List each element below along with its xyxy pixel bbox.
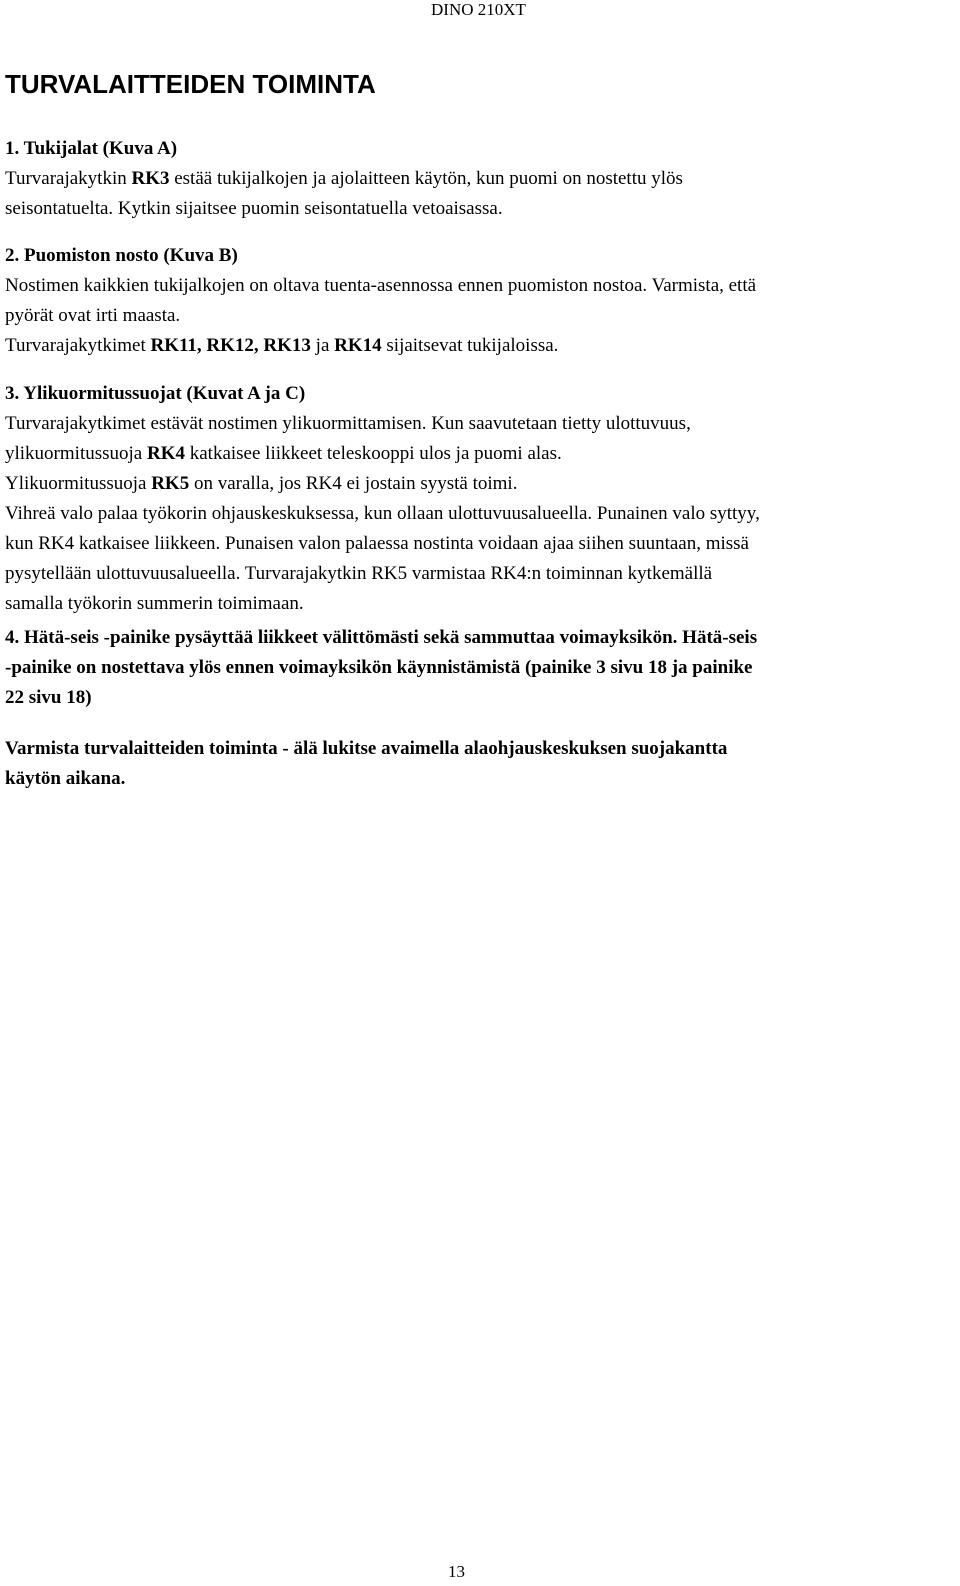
paragraph-line: pyörät ovat irti maasta. (5, 305, 181, 326)
paragraph-line: pysytellään ulottuvuusalueella. Turvarajakytkin RK5 varmistaa RK4:n toiminnan kytkemällä (5, 563, 713, 584)
switch-code: RK11, RK12, RK13 (150, 335, 311, 356)
text-run: ylikuormitussuoja (5, 443, 147, 464)
paragraph-line: seisontatuelta. Kytkin sijaitsee puomin seisontatuella vetoaisassa. (5, 198, 503, 219)
section-emergency-stop (5, 623, 945, 713)
text-run: sijaitsevat tukijaloissa. (381, 335, 559, 356)
paragraph-line (5, 331, 945, 361)
section-heading: 1. Tukijalat (Kuva A) (5, 138, 178, 159)
paragraph-line: käytön aikana. (5, 768, 126, 789)
paragraph-line (5, 164, 945, 194)
paragraph-line: kun RK4 katkaisee liikkeen. Punaisen valon palaessa nostinta voidaan ajaa siihen suuntaan, missä (5, 533, 749, 554)
section-overload-protection (5, 379, 945, 619)
section-boom-lift (5, 241, 945, 361)
text-run: Turvarajakytkin (5, 168, 132, 189)
paragraph-line (5, 439, 945, 469)
paragraph-line: -painike on nostettava ylös ennen voimayksikön käynnistämistä (painike 3 sivu 18 ja painike (5, 657, 753, 678)
paragraph-line: samalla työkorin summerin toimimaan. (5, 593, 304, 614)
paragraph-line: Turvarajakytkimet estävät nostimen ylikuormittamisen. Kun saavutetaan tietty ulottuvuus, (5, 413, 691, 434)
section-support-legs (5, 134, 945, 224)
paragraph-line: 22 sivu 18) (5, 687, 92, 708)
section-heading: 3. Ylikuormitussuojat (Kuvat A ja C) (5, 383, 306, 404)
text-run: katkaisee liikkeet teleskooppi ulos ja puomi alas. (184, 443, 562, 464)
switch-code: RK5 (151, 473, 190, 494)
page-title: TURVALAITTEIDEN TOIMINTA (5, 69, 376, 99)
paragraph-line: Nostimen kaikkien tukijalkojen on oltava tuenta-asennossa ennen puomiston nostoa. Varmista, että (5, 275, 757, 296)
switch-code: RK4 (146, 443, 185, 464)
section-heading: 2. Puomiston nosto (Kuva B) (5, 245, 238, 266)
section-safety-warning (5, 734, 945, 794)
paragraph-line (5, 469, 945, 499)
text-run: on varalla, jos RK4 ei jostain syystä toimi. (189, 473, 518, 494)
page-number: 13 (448, 1562, 465, 1581)
switch-code: RK3 (131, 168, 170, 189)
text-run: Turvarajakytkimet (5, 335, 151, 356)
paragraph-line: Varmista turvalaitteiden toiminta - älä lukitse avaimella alaohjauskeskuksen suojakantta (5, 738, 728, 759)
paragraph-line: Vihreä valo palaa työkorin ohjauskeskuksessa, kun ollaan ulottuvuusalueella. Punainen valo syttyy, (5, 503, 760, 524)
switch-code: RK14 (334, 335, 382, 356)
text-run: estää tukijalkojen ja ajolaitteen käytön, kun puomi on nostettu ylös (169, 168, 683, 189)
paragraph-line: 4. Hätä-seis -painike pysäyttää liikkeet välittömästi sekä sammuttaa voimayksikön. Hätä-seis (5, 627, 758, 648)
text-run: Ylikuormitussuoja (5, 473, 152, 494)
text-run: ja (310, 335, 335, 356)
document-header-model: DINO 210XT (431, 0, 526, 19)
